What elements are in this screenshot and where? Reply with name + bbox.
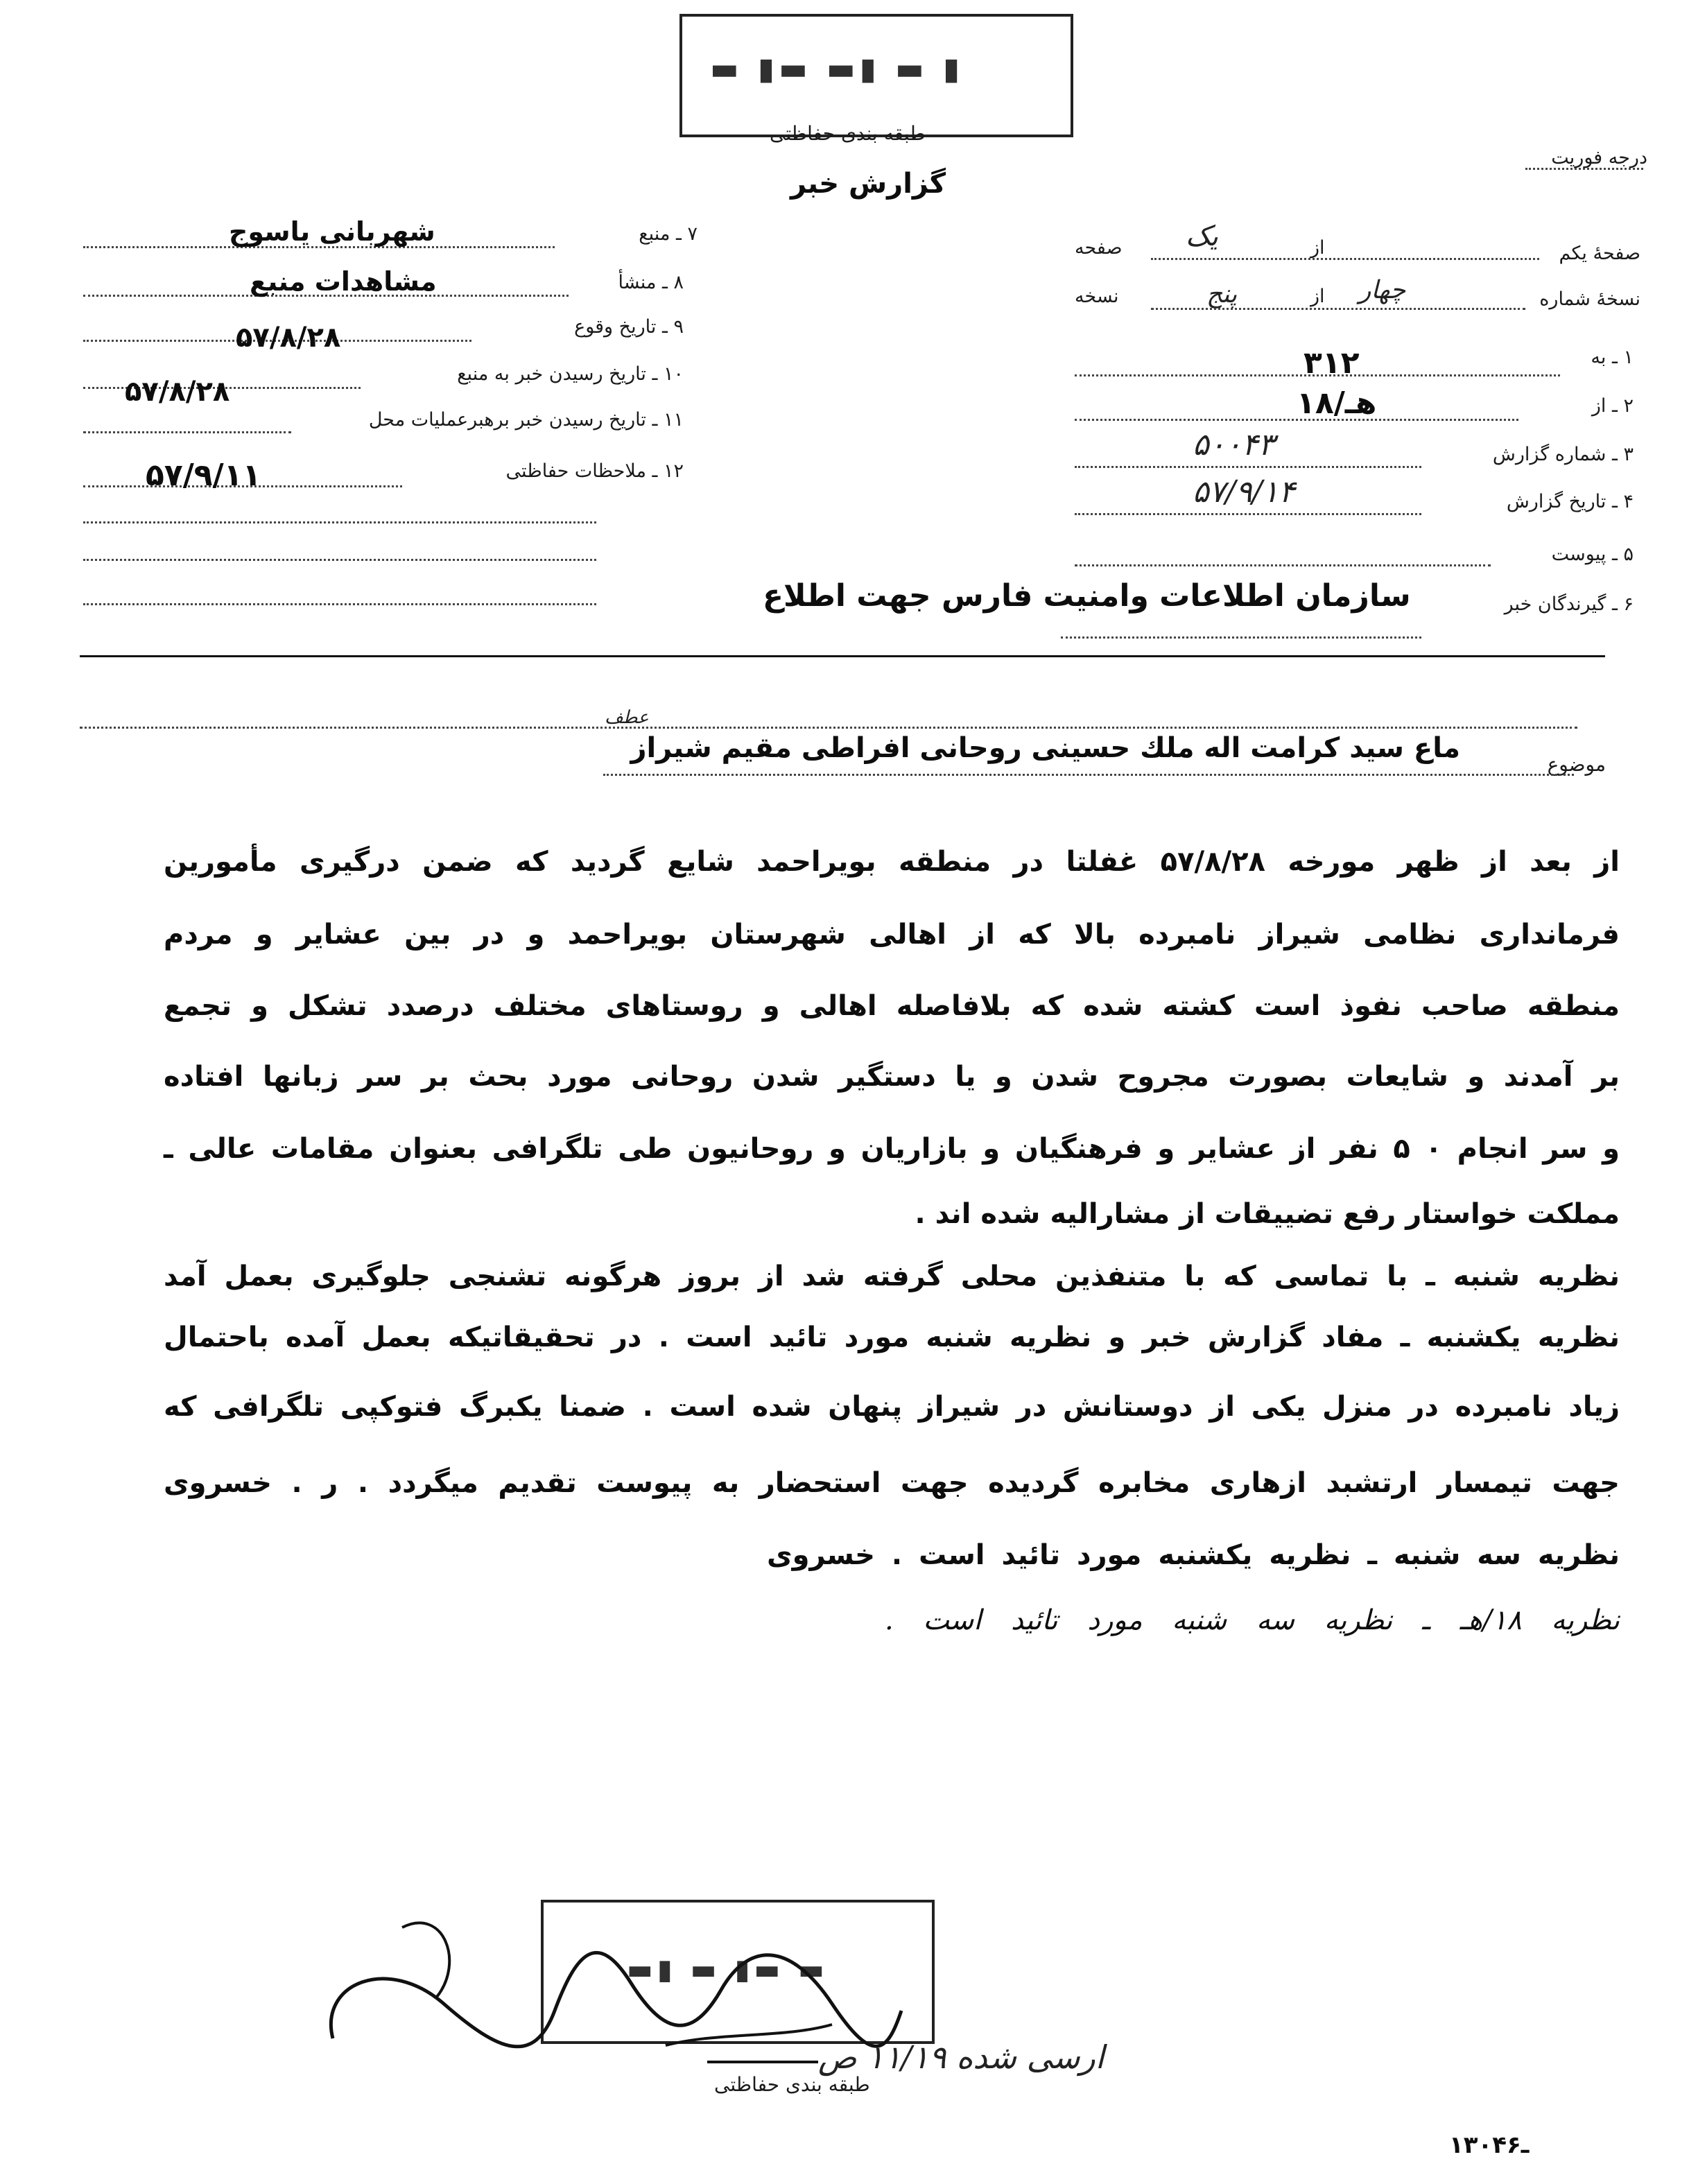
security-notes-value: ۵۷/۹/۱۱ [146,458,261,493]
copy-value2: پنج [1206,280,1238,309]
copy-label: نسخهٔ شماره [1539,288,1640,310]
from-label: ۲ ـ از [1591,395,1634,417]
copy-from: از [1310,286,1325,307]
report-date-value: ۵۷/۹/۱۴ [1193,474,1295,510]
page-unit: صفحه [1075,237,1123,259]
origin-label: ۸ ـ منشأ [618,272,684,293]
copy-line [1151,308,1525,310]
body-line-7: نظریه شنبه ـ با تماسی که با متنفذین محلی گرفته شد از بروز هرگونه تشنجی جلوگیری بعمل آمد [164,1260,1620,1292]
source-value: شهربانی یاسوج [229,216,435,247]
from-line [1075,419,1518,421]
subject-annotation: عطف [605,707,649,728]
classification-label-top: طبقه بندی حفاظتی [770,122,926,145]
to-label: ۱ ـ به [1591,347,1634,368]
body-line-6: مملکت خواستار رفع تضییقات از مشارالیه شده اند . [915,1198,1620,1230]
extra-line-1 [83,521,596,523]
page-value: یک [1186,220,1218,252]
body-line-9: زیاد نامبرده در منزل یکی از دوستانش در شیراز پنهان شده است . ضمنا یکبرگ فتوکپی تلگرافی که [164,1391,1620,1423]
ops-received-line [83,431,291,433]
subject-value: ماع سید کرامت اله ملك حسینی روحانی افراطی مقیم شیراز [630,732,1460,764]
occurrence-date-label: ۹ ـ تاریخ وقوع [574,316,684,338]
urgency-line [1525,168,1643,170]
subject-line [603,774,1574,776]
body-line-12: نظریه ۱۸/هـ ـ نظریه سه شنبه مورد تائید است . [885,1604,1620,1636]
report-date-label: ۴ ـ تاریخ گزارش [1506,491,1634,512]
attachment-label: ۵ ـ پیوست [1551,544,1634,565]
ops-received-value: ۵۷/۸/۲۸ [125,376,230,408]
source-label: ۷ ـ منبع [639,223,698,245]
body-line-10: جهت تیمسار ارتشبد ازهاری مخابره گردیده جهت استحضار به پیوست تقدیم میگردد . ر . خسروی [164,1467,1620,1499]
security-notes-label: ۱۲ ـ ملاحظات حفاظتی [505,460,684,482]
copy-unit: نسخه [1075,286,1119,307]
origin-value: مشاهدات منبع [250,266,437,297]
ops-received-label: ۱۱ ـ تاریخ رسیدن خبر برهبرعملیات محل [368,409,684,431]
urgency-label: درجه فوریت [1551,147,1647,168]
subject-label: موضوع [1547,753,1606,776]
occurrence-date-value: ۵۷/۸/۲۸ [236,322,341,354]
to-line [1075,374,1560,376]
page-line [1151,258,1539,260]
page-code: ۱۳۰ـ۴۶ [1449,2131,1530,2159]
recipients-line [1061,636,1421,639]
signature-underline [707,2061,818,2063]
classification-label-bottom: طبقه بندی حفاظتی [714,2073,870,2096]
report-date-line [1075,513,1421,515]
report-title: گزارش خبر [790,168,946,200]
body-line-11: نظریه سه شنبه ـ نظریه یکشنبه مورد تائید است . خسروی [767,1539,1620,1571]
report-number-label: ۳ ـ شماره گزارش [1492,444,1634,465]
body-line-1: از بعد از ظهر مورخه ۵۷/۸/۲۸ غفلتا در منطقه بویراحمد شایع گردید که ضمن درگیری مأمورین [164,846,1620,878]
from-value: هـ/۱۸ [1297,385,1377,421]
body-line-3: منطقه صاحب نفوذ است کشته شده که بلافاصله اهالی و روستاهای مختلف درصدد تشکل و تجمع [164,990,1620,1022]
body-line-8: نظریه یکشنبه ـ مفاد گزارش خبر و نظریه شنبه مورد تائید است . در تحقیقاتیکه بعمل آمده باحتمال [164,1321,1620,1353]
page-label: صفحهٔ یکم [1559,243,1640,264]
handwritten-note: ارسی شده ۱۱/۱۹ ص [818,2038,1105,2076]
page-from: از [1310,237,1325,259]
extra-line-3 [83,603,596,605]
recipients-value: سازمان اطلاعات وامنیت فارس جهت اطلاع [763,578,1411,614]
source-received-label: ۱۰ ـ تاریخ رسیدن خبر به منبع [457,363,684,385]
report-number-line [1075,466,1421,468]
body-line-5: و سر انجام ۰ ۵ نفر از عشایر و فرهنگیان و بازاریان و روحانیون طی تلگرافی بعنوان مقامات عالی ـ [164,1133,1620,1165]
copy-value1: چهار [1359,276,1406,304]
report-number-value: ۵۰۰۴۳ [1193,427,1275,462]
body-line-4: بر آمدند و شایعات بصورت مجروح شدن و یا دستگیر شدن روحانی مورد بحث بر سر زبانها افتاده [164,1061,1620,1093]
subject-upper-line [80,727,1577,729]
stamp-scribble: ▬ ▮▬ ▬▮ ▬ ▮ [710,51,964,87]
stamp-bottom-scribble: ▬▮ ▬ ▮▬ ▬ [627,1954,829,1986]
classification-stamp-top [679,14,1073,137]
body-line-2: فرمانداری نظامی شیراز نامبرده بالا که از اهالی شهرستان بویراحمد و در بین عشایر و مردم [164,919,1620,951]
header-separator [80,655,1605,657]
attachment-line [1075,564,1491,566]
to-value: ۳۱۲ [1303,345,1360,381]
recipients-label: ۶ ـ گیرندگان خبر [1504,593,1634,615]
extra-line-2 [83,559,596,561]
